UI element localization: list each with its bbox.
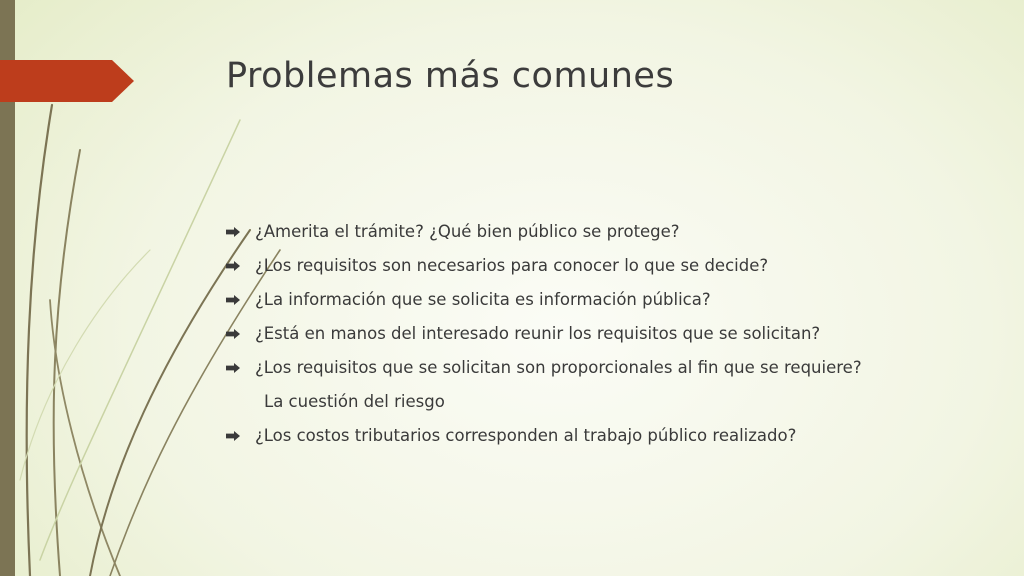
bullet-text: ¿Los requisitos son necesarios para conocer lo que se decide? (255, 256, 769, 275)
bullet-text: La cuestión del riesgo (264, 392, 445, 411)
slide-title: Problemas más comunes (226, 56, 675, 96)
title-accent-tab (0, 60, 134, 102)
arrow-right-icon (226, 295, 240, 305)
bullet-text: ¿Los requisitos que se solicitan son proporcionales al fin que se requiere? (255, 358, 862, 377)
curve-line (40, 120, 240, 560)
arrow-right-icon (226, 329, 240, 339)
arrow-right-icon (226, 363, 240, 373)
bullet-text: ¿La información que se solicita es información pública? (255, 290, 711, 309)
curve-line (20, 250, 150, 480)
arrow-right-icon (226, 431, 240, 441)
curve-line (27, 105, 52, 576)
bullet-text: ¿Amerita el trámite? ¿Qué bien público se protege? (255, 222, 680, 241)
bullet-text: ¿Está en manos del interesado reunir los requisitos que se solicitan? (255, 324, 821, 343)
curve-line (90, 230, 250, 576)
curve-line (50, 300, 120, 576)
arrow-right-icon (226, 227, 240, 237)
bullet-text: ¿Los costos tributarios corresponden al trabajo público realizado? (255, 426, 797, 445)
arrow-right-icon (226, 261, 240, 271)
